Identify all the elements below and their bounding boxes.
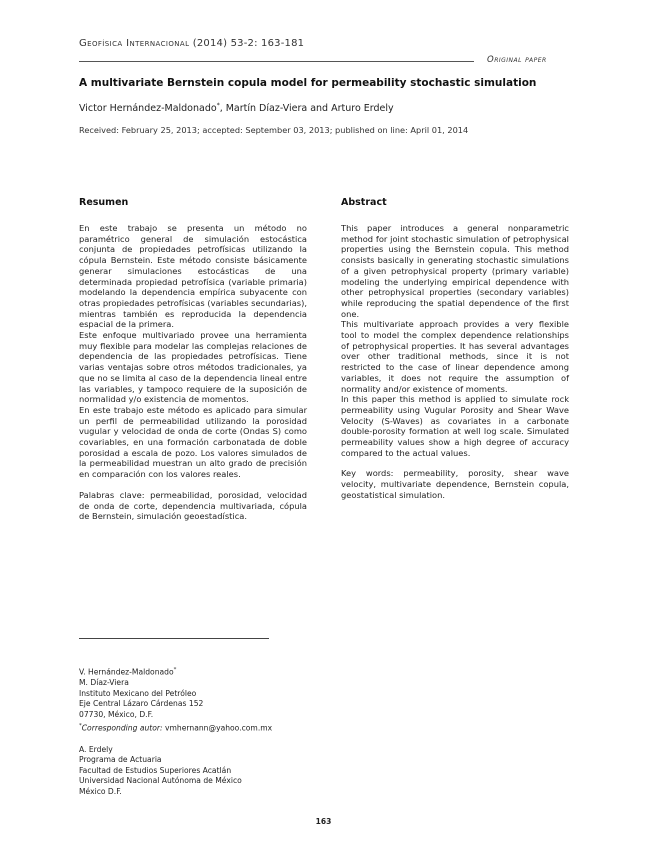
- corresponding-email: vmhernann@yahoo.com.mx: [162, 723, 273, 733]
- abstract-paragraph: This paper introduces a general nonparametric method for joint stochastic simulation of petrophysical properties using the Bernstein copula. This method consists basically in generating stochastic simulations of a given petrophysical property (primary variable) modeling the underlying empirical dependence with other petrophysical properties (secondary variables) while reproducing the spatial dependence of the first one.: [341, 223, 569, 319]
- abstract-paragraph: This multivariate approach provides a very flexible tool to model the complex dependence relationships of petrophysical properties. It has several advantages over other traditional methods, since it is not restricted to the case of linear dependence among variables, it does not require the assumption of normality and/or existence of moments.: [341, 319, 569, 394]
- resumen-paragraph: Este enfoque multivariado provee una herramienta muy flexible para modelar las complejas relaciones de dependencia de las propiedades petrofísicas. Tiene varias ventajas sobre otros métodos tradicionales, ya que no se limita al caso de la dependencia lineal entre las variables, y tampoco requiere de la suposición de normalidad y/o existencia de momentos.: [79, 330, 307, 405]
- page-number: 163: [315, 817, 332, 826]
- header-rule: [79, 61, 474, 62]
- affiliation-name: A. Erdely: [79, 744, 113, 754]
- resumen-body: [79, 223, 307, 522]
- resumen-paragraph: En este trabajo se presenta un método no paramétrico general de simulación estocástica conjunta de propiedades petrofísicas utilizando la cópula Bernstein. Este método consiste básicamente generar simulaciones estocásticas de una determinada propiedad petrofísica (variable primaria) modelando la dependencia empírica subyacente con otras propiedades petrofísicas (variables secundarias), mientras también es reproducida la dependencia espacial de la primera.: [79, 223, 307, 330]
- affiliation-faculty: Facultad de Estudios Superiores Acatlán: [79, 765, 232, 775]
- affiliations: [79, 665, 272, 798]
- resumen-paragraph: En este trabajo este método es aplicado para simular un perfil de permeabilidad utilizando la porosidad vugular y velocidad de onda de corte (Ondas S) como covariables, en una formación carbonatada de doble porosidad a escala de pozo. Los valores simulados de la permeabilidad muestran un alto grado de precisión en comparación con los valores reales.: [79, 404, 307, 480]
- abstract-keywords: Key words: permeability, porosity, shear wave velocity, multivariate dependence, Bernstein copula, geostatistical simulation.: [341, 468, 569, 500]
- author-list: [79, 102, 394, 114]
- publication-dates: Received: February 25, 2013; accepted: September 03, 2013; published on line: April 01, 2014: [79, 125, 469, 135]
- article-title: A multivariate Bernstein copula model for permeability stochastic simulation: [79, 77, 537, 89]
- affiliation-university: Universidad Nacional Autónoma de México: [79, 776, 242, 786]
- journal-volume-pages: (2014) 53-2: 163-181: [192, 38, 305, 49]
- affiliation-program: Programa de Actuaria: [79, 755, 162, 765]
- abstract-paragraph: In this paper this method is applied to simulate rock permeability using Vugular Porosity and Shear Wave Velocity (S-Waves) as covariates in a carbonate double-porosity formation at well log scale. Simulated permeability values show a high degree of accuracy compared to the actual values.: [341, 394, 569, 458]
- corresponding-label: Corresponding autor:: [81, 723, 163, 733]
- author-name: Victor Hernández-Maldonado: [79, 103, 217, 115]
- footnote-rule: [79, 638, 269, 639]
- affiliation-address: Eje Central Lázaro Cárdenas 152: [79, 699, 204, 709]
- journal-name: Geofísica Internacional: [79, 38, 190, 49]
- corresponding-mark: *: [173, 667, 177, 673]
- affiliation-name: M. Díaz-Viera: [79, 678, 129, 688]
- author-names-rest: , Martín Díaz-Viera and Arturo Erdely: [219, 103, 394, 115]
- abstract-heading: Abstract: [341, 197, 387, 208]
- corresponding-mark: *: [79, 722, 82, 729]
- affiliation-institution: Instituto Mexicano del Petróleo: [79, 688, 197, 698]
- section-type: Original paper: [487, 55, 547, 65]
- resumen-keywords: Palabras clave: permeabilidad, porosidad, velocidad de onda de corte, dependencia multivariada, cópula de Bernstein, simulación geoestadística.: [79, 489, 307, 522]
- abstract-body: [341, 223, 569, 501]
- affiliation-name: V. Hernández-Maldonado: [79, 667, 174, 677]
- affiliation-city: 07730, México, D.F.: [79, 709, 154, 719]
- journal-header: [79, 38, 304, 49]
- resumen-heading: Resumen: [79, 197, 129, 208]
- affiliation-city: México D.F.: [79, 787, 122, 796]
- corresponding-mark: *: [216, 102, 220, 109]
